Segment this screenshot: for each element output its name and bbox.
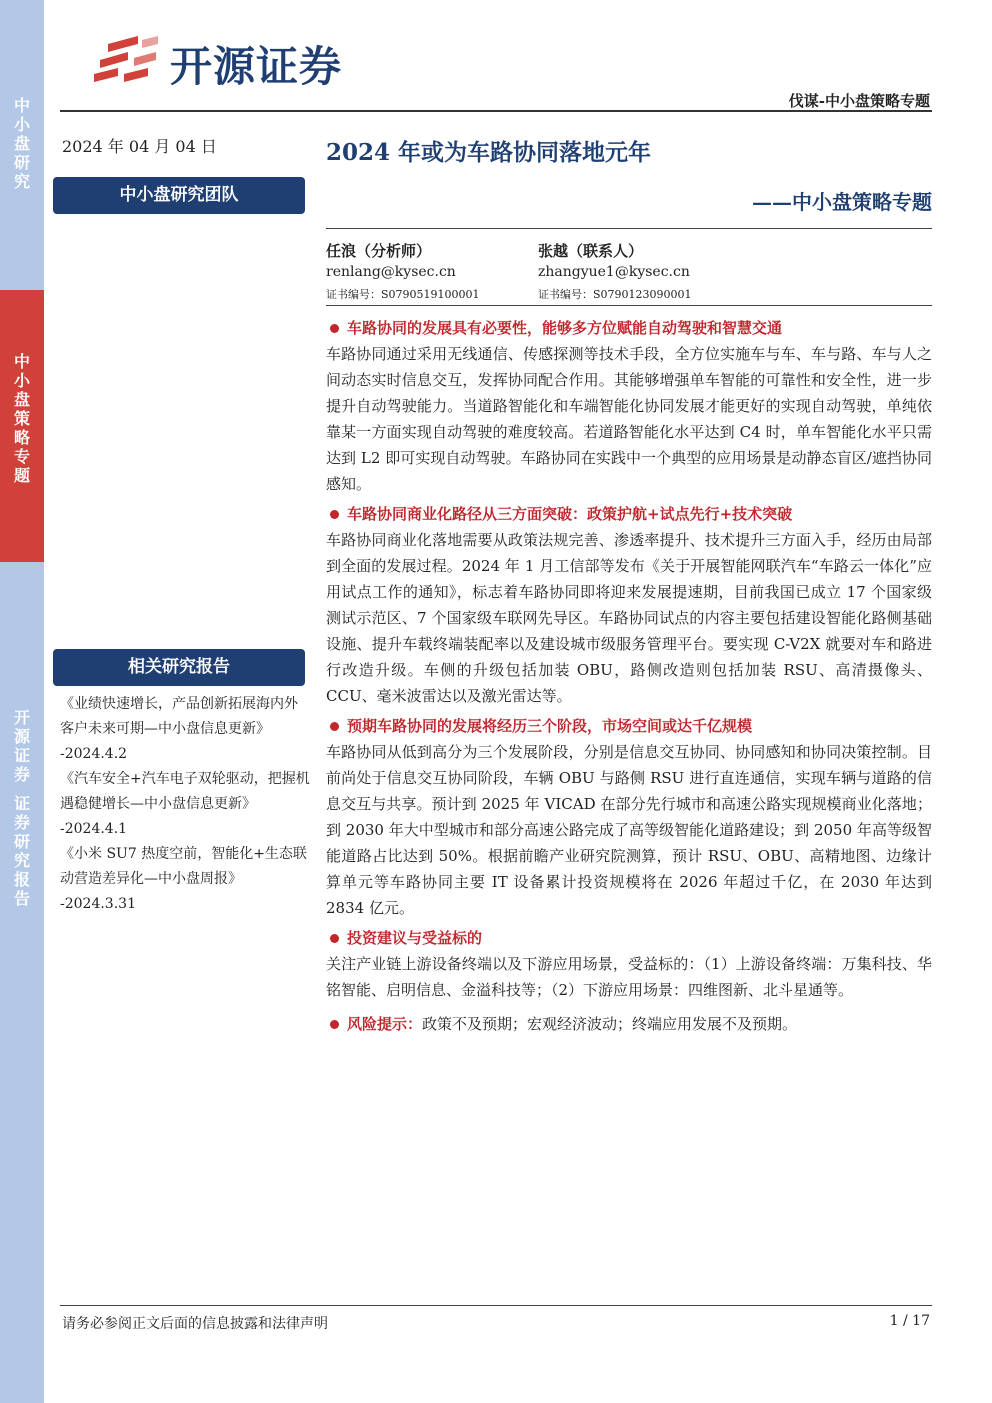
section-paragraph: 关注产业链上游设备终端以及下游应用场景，受益标的：（1）上游设备终端：万集科技、华铭智能、启明信息、金溢科技等；（2）下游应用场景：四维图新、北斗星通等。 [326,955,932,999]
team-banner: 中小盘研究团队 [53,177,305,214]
report-title: 2024 年或为车路协同落地元年 [326,139,652,166]
report-body [326,315,932,1037]
footer-divider [60,1305,932,1306]
side-label-bottom: 开 源 证 券 证 券 研 究 报 告 [13,708,30,908]
header-tag: 伐谋-中小盘策略专题 [788,92,930,110]
title-divider [326,228,932,229]
author-cert: 证书编号：S0790519100001 [326,288,480,301]
risk-label: 风险提示： [347,1015,423,1033]
report-date: 2024 年 04 月 04 日 [62,137,217,156]
related-report-title[interactable]: 《小米 SU7 热度空前，智能化+生态联动营造差异化—中小盘周报》 [60,846,307,887]
related-report-date: -2024.4.1 [60,821,128,837]
author-email[interactable]: zhangyue1@kysec.cn [538,264,690,280]
side-band [0,0,44,1403]
author-divider [326,305,932,306]
section-paragraph: 车路协同从低到高分为三个发展阶段，分别是信息交互协同、协同感知和协同决策控制。目前尚处于信息交互协同阶段，车辆 OBU 与路侧 RSU 进行直连通信，实现车辆与道路的信息交互与共享。预计到 2025 年 VICAD 在部分先行城市和高速公路实现规模商业化落地；到 2030 年大中型城市和部分高速公路完成了高等级智能化道路建设；到 2050 年高等级智能道路占比达到 50%。根据前瞻产业研究院测算，预计 RSU、OBU、高精地图、边缘计算单元等车路协同主要 IT 设备累计投资规模将在 2026 年超过千亿，在 2030 年达到 2834 亿元。 [326,743,932,917]
author-name: 任浪（分析师） [326,242,432,260]
section-paragraph: 车路协同商业化落地需要从政策法规完善、渗透率提升、技术提升三方面入手，经历由局部到全面的发展过程。2024 年 1 月工信部等发布《关于开展智能网联汽车“车路云一体化”应用试点工作的通知》，标志着车路协同即将迎来发展提速期，目前我国已成立 17 个国家级测试示范区、7 个国家级车联网先导区。车路协同试点的内容主要包括建设智能化路侧基础设施、提升车载终端装配率以及建设城市级服务管理平台。要实现 C-V2X 就要对车和路进行改造升级。车侧的升级包括加装 OBU，路侧改造则包括加装 RSU、高清摄像头、CCU、毫米波雷达以及激光雷达等。 [326,531,932,705]
report-subtitle: ——中小盘策略专题 [752,190,932,214]
section-heading: 车路协同的发展具有必要性，能够多方位赋能自动驾驶和智慧交通 [326,315,932,341]
author-block [538,240,692,302]
footer-disclaimer: 请务必参阅正文后面的信息披露和法律声明 [62,1316,328,1332]
author-email[interactable]: renlang@kysec.cn [326,264,456,280]
section-heading: 车路协同商业化路径从三方面突破：政策护航+试点先行+技术突破 [326,501,932,527]
section-heading: 预期车路协同的发展将经历三个阶段，市场空间或达千亿规模 [326,713,932,739]
section-paragraph: 车路协同通过采用无线通信、传感探测等技术手段，全方位实施车与车、车与路、车与人之间动态实时信息交互，发挥协同配合作用。其能够增强单车智能的可靠性和安全性，进一步提升自动驾驶能力。当道路智能化和车端智能化协同发展才能更好的实现自动驾驶，单纯依靠某一方面实现自动驾驶的难度较高。若道路智能化水平达到 C4 时，单车智能化水平只需达到 L2 即可实现自动驾驶。车路协同在实践中一个典型的应用场景是动静态盲区/遮挡协同感知。 [326,345,932,493]
related-report-title[interactable]: 《汽车安全+汽车电子双轮驱动，把握机遇稳健增长—中小盘信息更新》 [60,771,310,812]
section-heading: 投资建议与受益标的 [326,925,932,951]
side-label-mid: 中 小 盘 策 略 专 题 [13,352,30,485]
page-number: 1 / 17 [889,1313,930,1329]
header-divider [60,110,932,112]
bullet-icon [330,934,339,943]
related-reports-heading: 相关研究报告 [53,649,305,686]
author-name: 张越（联系人） [538,242,644,260]
side-label-top: 中 小 盘 研 究 [13,96,30,191]
author-block [326,240,480,302]
bullet-icon [330,1020,339,1029]
logo-mark-icon [88,30,160,86]
related-reports-list [60,692,310,917]
risk-text: 政策不及预期；宏观经济波动；终端应用发展不及预期。 [422,1015,798,1033]
related-report-date: -2024.4.2 [60,746,128,762]
logo-text: 开源证券 [170,42,343,91]
bullet-icon [330,510,339,519]
related-report-date: -2024.3.31 [60,896,136,912]
bullet-icon [330,324,339,333]
author-cert: 证书编号：S0790123090001 [538,288,692,301]
related-report-title[interactable]: 《业绩快速增长，产品创新拓展海内外客户未来可期—中小盘信息更新》 [60,696,298,737]
bullet-icon [330,722,339,731]
risk-warning [326,1011,932,1037]
